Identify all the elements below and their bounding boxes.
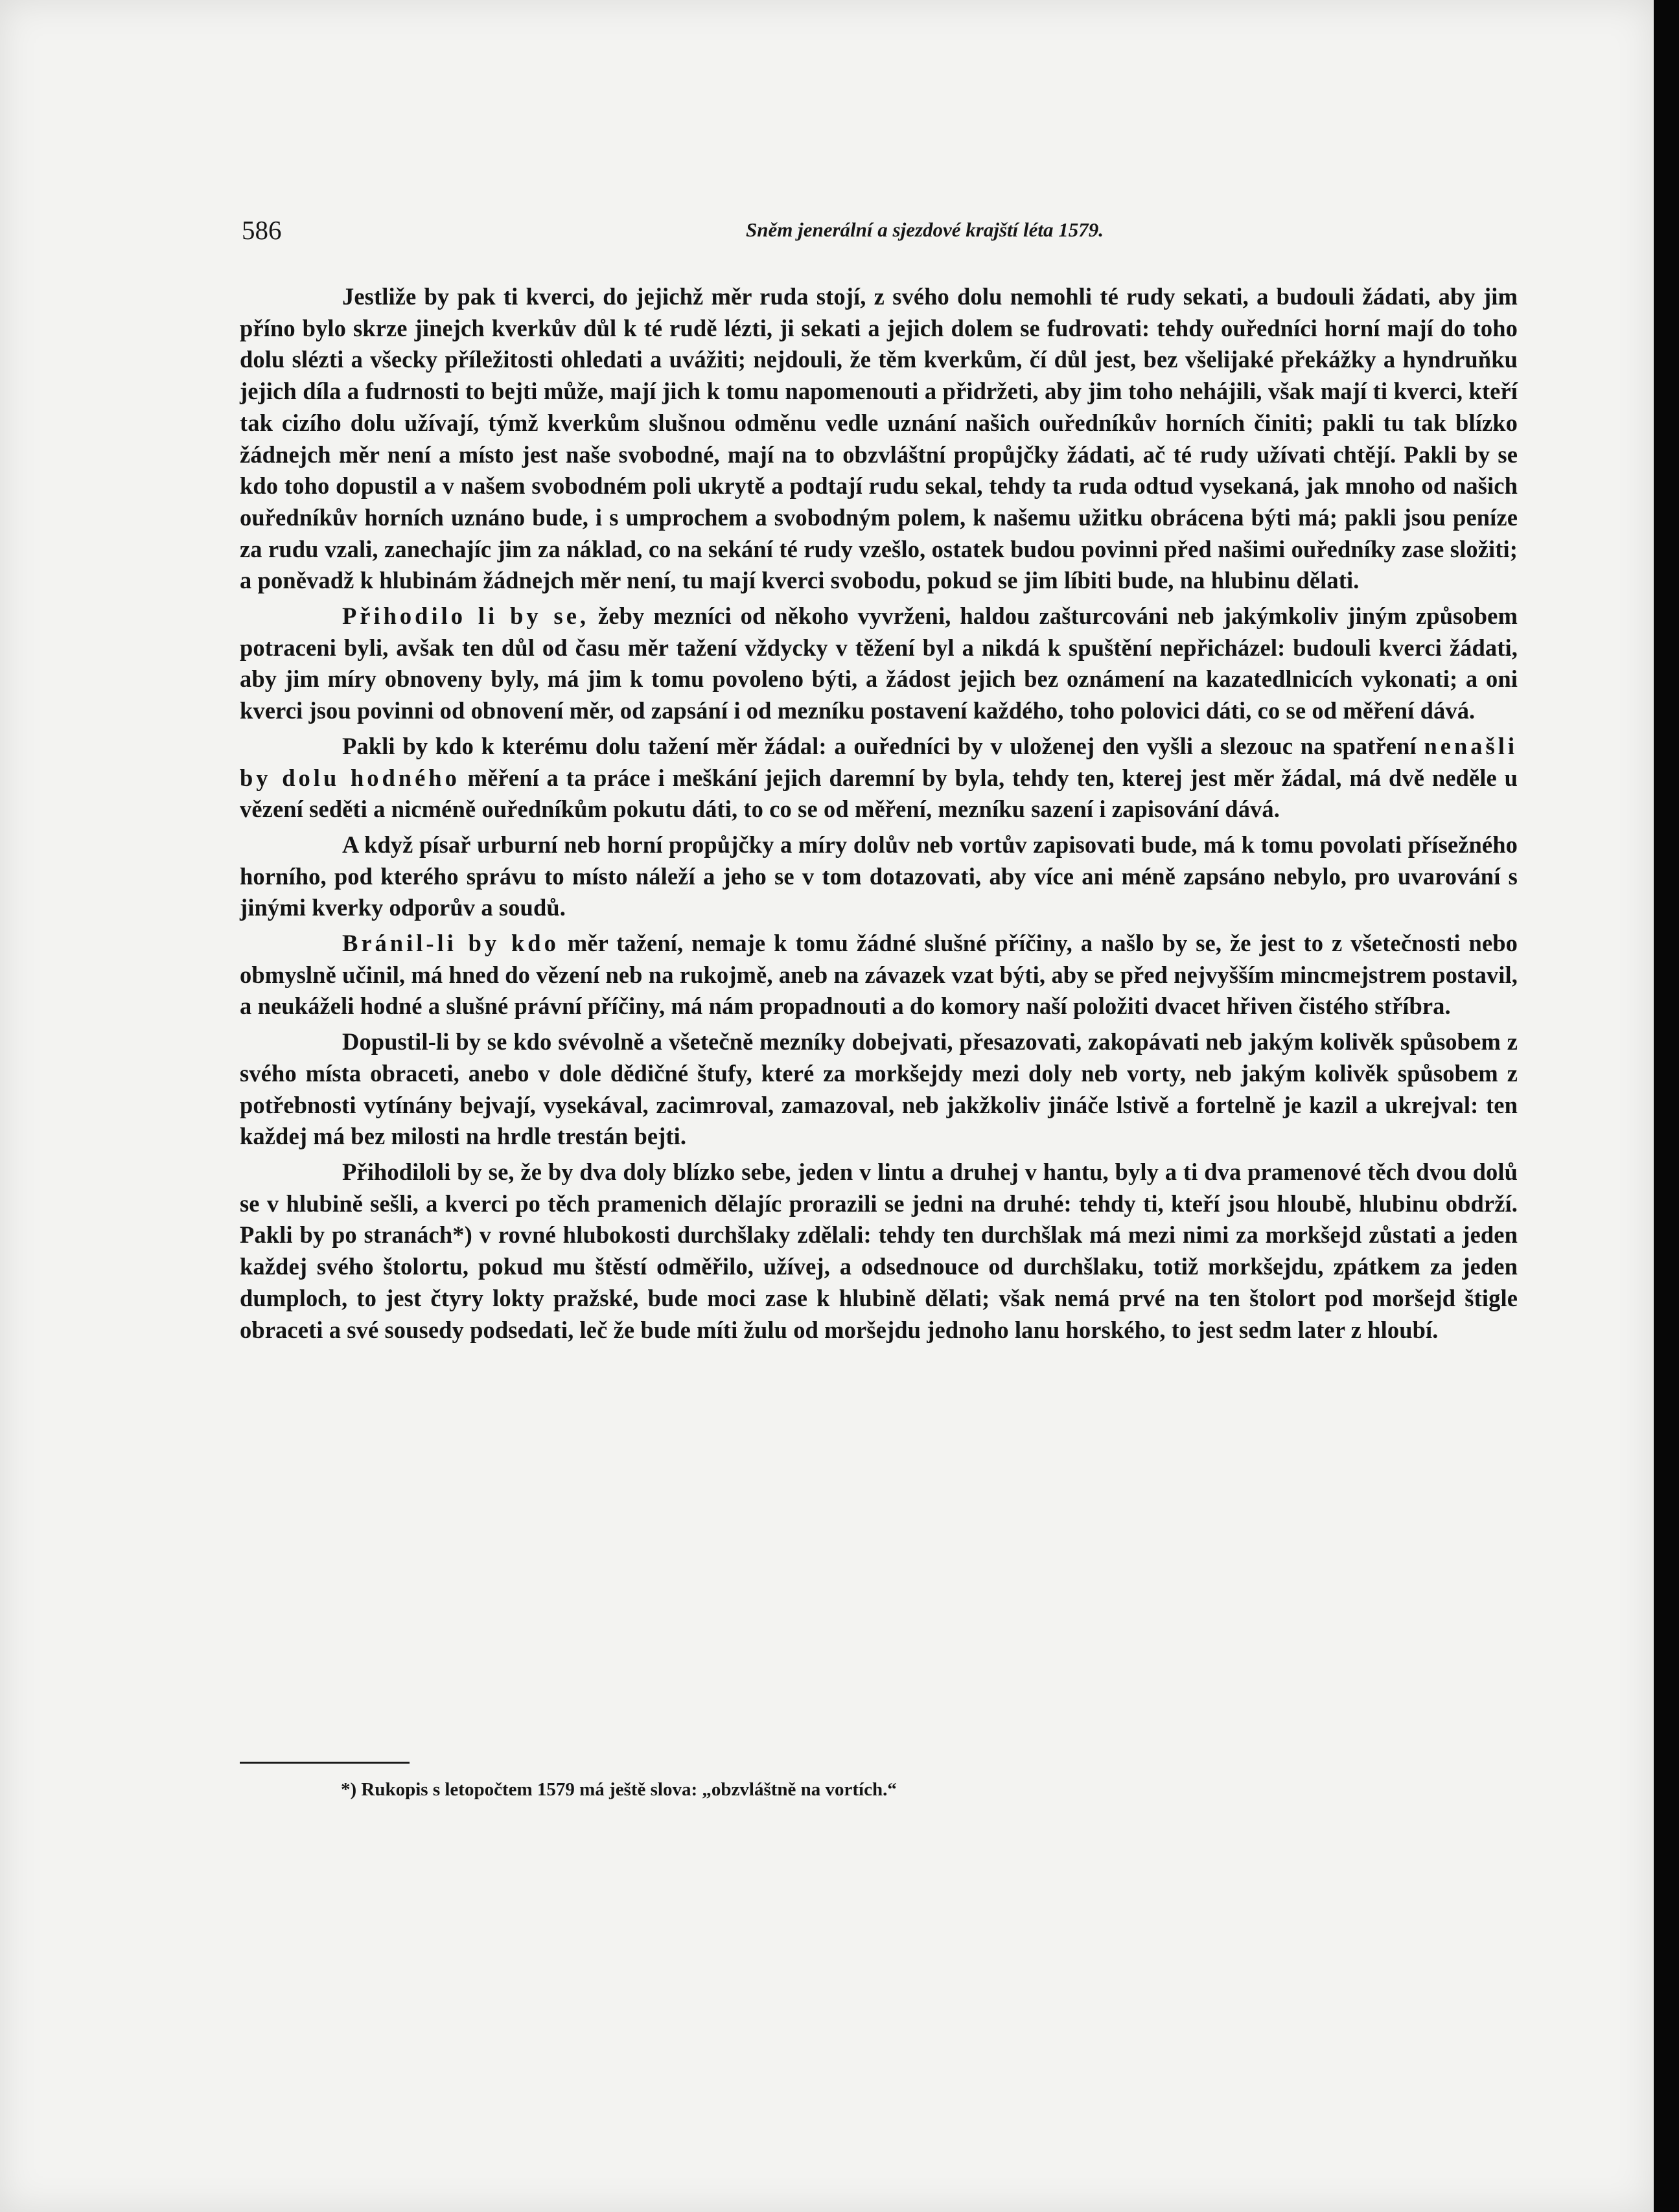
footnote: *) Rukopis s letopočtem 1579 má ještě slova: „obzvláštně na vortích.“ — [341, 1779, 897, 1800]
paragraph — [240, 1026, 1518, 1153]
spaced-lead-phrase: nenašli by dolu hodného — [240, 732, 1518, 791]
paragraph-text: měření a ta práce i meškání jejich daremní by byla, tehdy ten, kterej jest měr žádal, má dvě neděle u vězení seděti a nicméně ouředníkům pokutu dáti, to co se od měření, mezníku sazení i zapisování dává. — [240, 764, 1518, 823]
paragraph — [240, 928, 1518, 1022]
paragraph — [240, 731, 1518, 825]
footnote-divider — [240, 1762, 410, 1764]
paragraph — [240, 1157, 1518, 1346]
paragraph-text: měr tažení, nemaje k tomu žádné slušné příčiny, a našlo by se, že jest to z všetečnosti nebo obmyslně učinil, má hned do vězení neb na rukojmě, aneb na závazek vzat býti, aby se před nejvyšším mincmejstrem postavil, a neukáželi hodné a slušné právní příčiny, má nám propadnouti a do komory naší položiti dvacet hřiven čistého stříbra. — [240, 930, 1518, 1020]
page-number: 586 — [242, 215, 282, 245]
page-header — [242, 214, 1104, 246]
paragraph — [240, 601, 1518, 727]
running-title: Sněm jenerální a sjezdové krajští léta 1579. — [746, 218, 1104, 241]
spaced-lead-phrase: Bránil-li by kdo — [342, 930, 559, 957]
paragraph-text: žeby mezníci od někoho vyvrženi, haldou zašturcováni neb jakýmkoliv jiným způsobem potraceni byli, avšak ten důl od času měr tažení vždycky v těžení byl a nikdá k spuštění nepřicházel: budouli kverci žádati, aby jim míry obnoveny byly, má jim k tomu povoleno býti, a žádost jejich bez oznámení na kazatedlnicích vykonati; a oni kverci jsou povinni od obnovení měr, od zapsání i od mezníku postavení každého, toho polovici dáti, co se od měření dává. — [240, 603, 1518, 724]
paragraph-text: Dopustil-li by se kdo svévolně a všetečně mezníky dobejvati, přesazovati, zakopávati neb jakým kolivěk spůsobem z svého místa obraceti, anebo v dole dědičné štufy, které za morkšejdy mezi doly neb vorty, neb jakým kolivěk spůsobem z potřebnosti vytínány bejvají, vysekával, zacimroval, zamazoval, neb jakžkoliv jináče lstivě a fortelně je kazil a ukrejval: ten každej má bez milosti na hrdle trestán bejti. — [240, 1028, 1518, 1150]
scan-edge-border — [1654, 0, 1679, 2212]
paragraph-text: Přihodiloli by se, že by dva doly blízko sebe, jeden v lintu a druhej v hantu, byly a ti dva pramenové těch dvou dolů se v hlubině sešli, a kverci po těch pramenich dělajíc prorazili se jedni na druhé: tehdy ti, kteří jsou hloubě, hlubinu obdrží. Pakli by po stranách*) v rovné hlubokosti durchšlaky zdělali: tehdy ten durchšlak má mezi nimi za morkšejd zůstati a jeden každej svého štolortu, pokud mu štěstí odměřilo, užívej, a odsednouce od durchšlaku, totiž morkšejdu, zpátkem za jeden dumploch, to jest čtyry lokty pražské, bude moci zase k hlubině dělati; však nemá prvé na ten štolort pod moršejd štigle obraceti a své sousedy podsedati, leč že bude míti žulu od moršejdu jednoho lanu horského, to jest sedm later z hloubí. — [240, 1158, 1518, 1343]
spaced-lead-phrase: Přihodilo li by se, — [342, 603, 590, 630]
paragraph-text: A když písař urburní neb horní propůjčky a míry dolův neb vortův zapisovati bude, má k tomu povolati přísežného horního, pod kterého správu to místo náleží a jeho se v tom dotazovati, aby více ani méně zapsáno nebylo, pro uvarování s jinými kverky odporův a soudů. — [240, 831, 1518, 921]
paragraph-text: Pakli by kdo k kterému dolu tažení měr žádal: a ouředníci by v uloženej den vyšli a slezouc na spatření — [342, 732, 1424, 759]
body-text — [240, 281, 1518, 1350]
paragraph — [240, 829, 1518, 924]
paragraph — [240, 281, 1518, 597]
paragraph-text: Jestliže by pak ti kverci, do jejichž měr ruda stojí, z svého dolu nemohli té rudy sekati, a budouli žádati, aby jim příno bylo skrze jinejch kverkův důl k té rudě lézti, ji sekati a jejich dolem se fudrovati: tehdy ouředníci horní mají do toho dolu slézti a všecky příležitosti ohledati a uvážiti; nejdouli, že těm kverkům, čí důl jest, bez všelijaké překážky a hyndruňku jejich díla a fudrnosti to bejti může, mají jich k tomu napomenouti a přidržeti, aby jim toho nehájili, však mají ti kverci, kteří tak cizího dolu užívají, týmž kverkům slušnou odměnu vedle uznání našich ouředníkův horních činiti; pakli tu tak blízko žádnejch měr není a místo jest naše svobodné, mají na to obzvláštní propůjčky žádati, ač té rudy užívati chtějí. Pakli by se kdo toho dopustil a v našem svobodném poli ukrytě a podtají rudu sekal, tehdy ta ruda odtud vysekaná, jak mnoho od našich ouředníkův horních uznáno bude, i s umprochem a svobodným polem, k našemu užitku obrácena býti má; pakli jsou peníze za rudu vzali, zanechajíc jim za náklad, co na sekání té rudy vzešlo, ostatek budou povinni před našimi ouředníky zase složiti; a poněvadž k hlubinám žádnejch měr není, tu mají kverci svobodu, pokud se jim líbiti bude, na hlubinu dělati. — [240, 283, 1518, 594]
